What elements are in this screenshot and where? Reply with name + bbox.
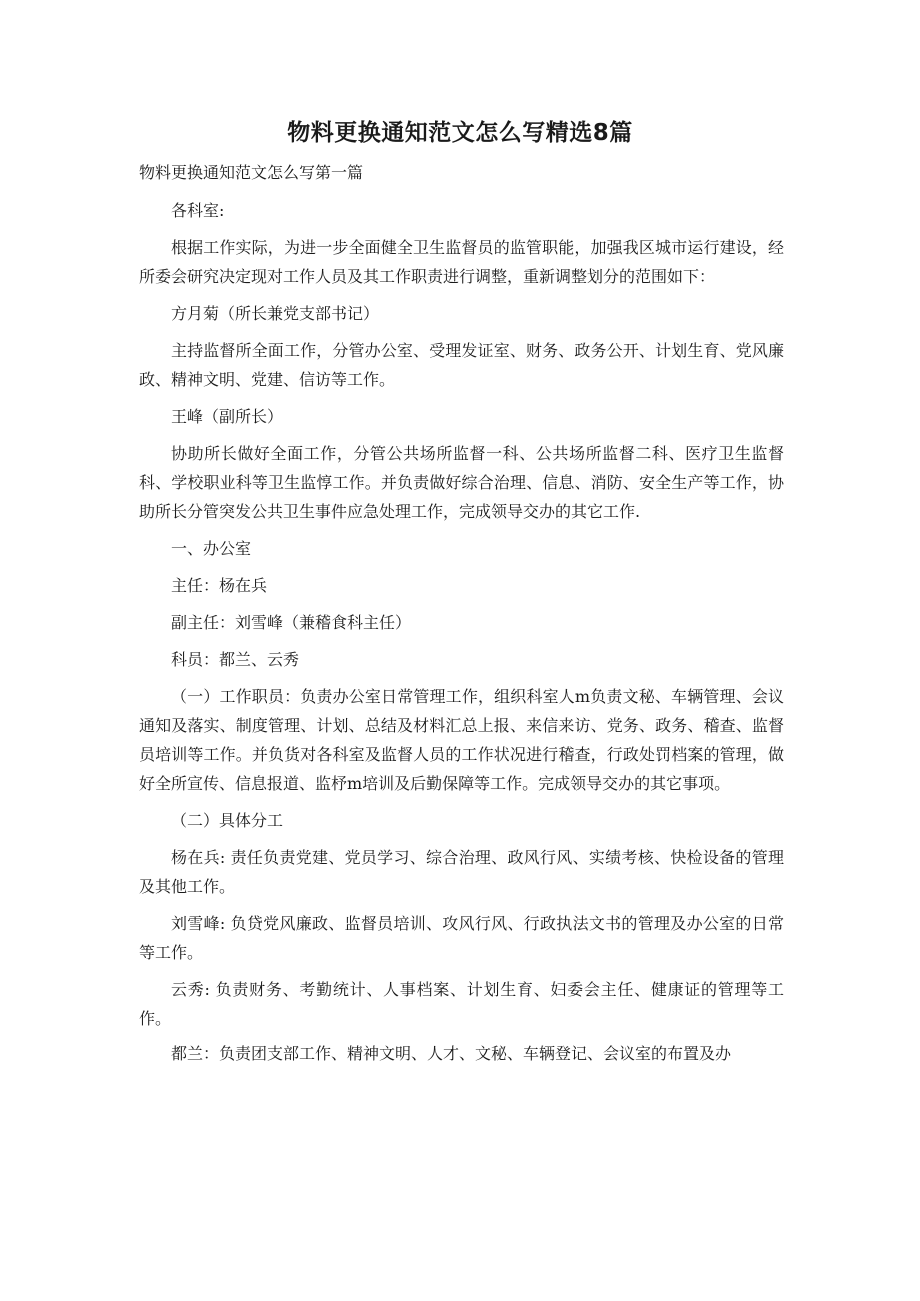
staff-line: 科员：都兰、云秀: [171, 650, 300, 669]
body-paragraph: 协助所长做好全面工作，分管公共场所监督一科、公共场所监督二科、医疗卫生监督科、学校职业科等卫生监惇工作。并负责做好综合治理、信息、消防、安全生产等工作，协助所长分管突发公共卫生事件应急处理工作，完成领导交办的其它工作.: [139, 444, 784, 521]
duty-paragraph: 云秀: 负责财务、考勤统计、人事档案、计划生育、妇委会主任、健康证的管理等工作。: [139, 980, 784, 1028]
staff-line: 副主任：刘雪峰（兼稽食科主任）: [171, 613, 412, 632]
document-title: 物料更换通知范文怎么写精选8篇: [287, 120, 633, 146]
section-heading: 物料更换通知范文怎么写第一篇: [139, 163, 364, 182]
salutation: 各科室:: [171, 201, 225, 220]
staff-line: 主任：杨在兵: [171, 576, 268, 595]
duty-paragraph: 杨在兵: 责任负责党建、党员学习、综合治理、政风行风、实绩考核、快检设备的管理及其他工作。: [139, 848, 784, 896]
body-paragraph: 根据工作实际，为进一步全面健全卫生监督员的监管职能，加强我区城市运行建设，经所委会研究决定现对工作人员及其工作职责进行调整，重新调整划分的范围如下：: [139, 238, 784, 286]
document-body: [139, 196, 784, 1076]
section-heading: 一、办公室: [171, 539, 252, 558]
person-heading: 王峰（副所长）: [171, 407, 284, 426]
duty-paragraph: 刘雪峰: 负贷党风廉政、监督员培训、攻风行风、行政执法文书的管理及办公室的日常等工作。: [139, 914, 784, 962]
person-heading: 方月菊（所长兼党支部书记）: [171, 304, 380, 323]
duty-paragraph: 都兰：负责团支部工作、精神文明、人才、文秘、车辆登记、会议室的布置及办: [171, 1044, 732, 1063]
body-paragraph: 主持监督所全面工作，分管办公室、受理发证室、财务、政务公开、计划生育、党风廉政、精神文明、党建、信访等工作。: [139, 341, 784, 389]
subsection-heading: （二）具体分工: [171, 811, 284, 830]
body-paragraph: （一）工作职员：负责办公室日常管理工作，组织科室人m负责文秘、车辆管理、会议通知及落实、制度管理、计划、总结及材料汇总上报、来信来访、党务、政务、稽查、监督员培训等工作。并负货对各科室及监督人员的工作状况进行稽查，行政处罚档案的管理，做好全所宣传、信息报道、监杼m培训及后勤保障等工作。完成领导交办的其它事项。: [139, 687, 784, 793]
